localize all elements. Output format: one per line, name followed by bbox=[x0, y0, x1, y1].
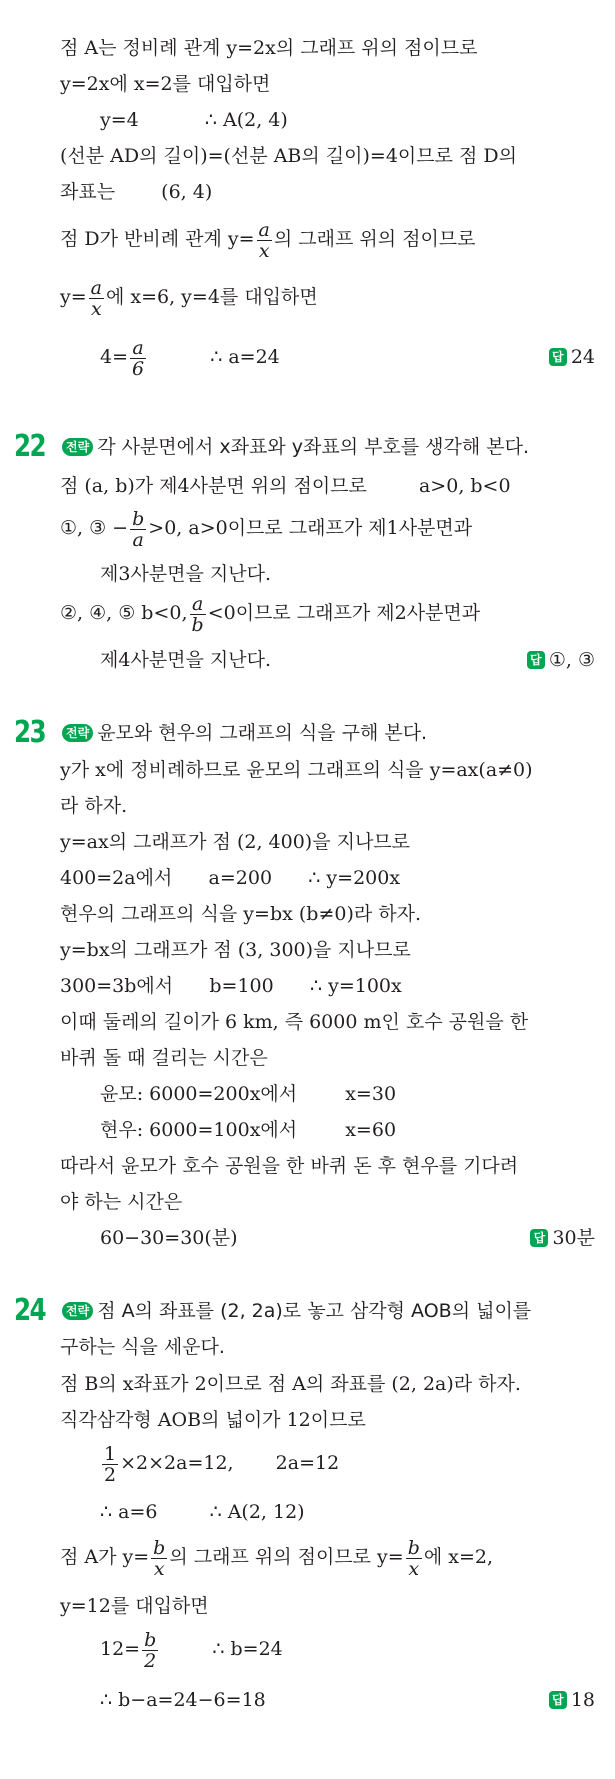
text-segment: y= bbox=[60, 286, 87, 308]
equation: x=30 bbox=[345, 1083, 397, 1105]
text-segment: 에 x=6, y=4를 대입하면 bbox=[105, 286, 318, 308]
equation: ∴ A(2, 4) bbox=[204, 109, 288, 131]
text-line: 제4사분면을 지난다. bbox=[100, 649, 271, 671]
strategy-badge: 전략 bbox=[62, 724, 93, 742]
equation: ×2×2a=12, bbox=[120, 1452, 234, 1474]
fraction: $\frac{b}{a}$ bbox=[132, 507, 145, 551]
equation: 2a=12 bbox=[275, 1452, 340, 1474]
text-segment: 의 그래프 위의 점이므로 bbox=[273, 228, 476, 250]
text-line bbox=[100, 334, 280, 380]
text-line: 현우의 그래프의 식을 y=bx (b≠0)라 하자. bbox=[60, 903, 422, 925]
text-line bbox=[100, 1116, 396, 1144]
text-line bbox=[60, 274, 318, 320]
text-line bbox=[60, 216, 476, 262]
fraction: $\frac{b}{x}$ bbox=[407, 1536, 420, 1580]
text-line: 점 A는 정비례 관계 y=2x의 그래프 위의 점이므로 bbox=[60, 37, 478, 59]
fraction: $\frac{b}{x}$ bbox=[153, 1536, 166, 1580]
text-line bbox=[60, 178, 212, 206]
strategy-line bbox=[62, 719, 427, 747]
answer-mark bbox=[549, 343, 595, 371]
text-segment: ②, ④, ⑤ b<0, bbox=[60, 602, 188, 624]
answer-icon: 답 bbox=[527, 651, 545, 669]
answer-value: 18 bbox=[570, 1689, 595, 1711]
text-line bbox=[60, 472, 511, 500]
fraction: $\frac{1}{2}$ bbox=[104, 1442, 117, 1486]
text-segment: 좌표는 bbox=[60, 181, 116, 203]
text-line: 따라서 윤모가 호수 공원을 한 바퀴 돈 후 현우를 기다려 bbox=[60, 1155, 519, 1177]
text-line: y=12를 대입하면 bbox=[60, 1595, 209, 1617]
fraction: $\frac{a}{x}$ bbox=[258, 218, 270, 262]
text-line: y=ax의 그래프가 점 (2, 400)을 지나므로 bbox=[60, 831, 411, 853]
fraction: $\frac{a}{6}$ bbox=[132, 336, 145, 380]
text-segment: ①, ③ − bbox=[60, 517, 129, 539]
text-line bbox=[100, 106, 288, 134]
text-segment: 윤모: 6000=200x에서 bbox=[100, 1083, 298, 1105]
text-line bbox=[100, 1626, 283, 1672]
equation: a>0, b<0 bbox=[418, 475, 511, 497]
equation: 4= bbox=[100, 346, 129, 368]
equation: ∴ a=6 bbox=[100, 1501, 158, 1523]
text-line: 바퀴 돌 때 걸리는 시간은 bbox=[60, 1047, 268, 1069]
text-line: 야 하는 시간은 bbox=[60, 1191, 183, 1213]
strategy-text: 점 A의 좌표를 (2, 2a)로 놓고 삼각형 AOB의 넓이를 bbox=[97, 1300, 532, 1322]
text-segment: >0, a>0이므로 그래프가 제1사분면과 bbox=[148, 517, 473, 539]
answer-icon: 답 bbox=[549, 348, 567, 366]
question-number: 23 bbox=[14, 715, 45, 750]
answer-value: 24 bbox=[570, 346, 595, 368]
answer-mark bbox=[549, 1686, 595, 1714]
equation: 12= bbox=[100, 1638, 141, 1660]
answer-icon: 답 bbox=[549, 1691, 567, 1709]
text-segment: 에 x=2, bbox=[423, 1546, 494, 1568]
text-line: 점 B의 x좌표가 2이므로 점 A의 좌표를 (2, 2a)라 하자. bbox=[60, 1373, 521, 1395]
strategy-badge: 전략 bbox=[62, 438, 93, 456]
text-line bbox=[60, 1534, 493, 1580]
text-line: (선분 AD의 길이)=(선분 AB의 길이)=4이므로 점 D의 bbox=[60, 145, 517, 167]
text-line bbox=[100, 1440, 339, 1486]
equation: ∴ A(2, 12) bbox=[209, 1501, 305, 1523]
text-line: 직각삼각형 AOB의 넓이가 12이므로 bbox=[60, 1409, 366, 1431]
fraction: $\frac{b}{2}$ bbox=[144, 1628, 157, 1672]
equation: x=60 bbox=[345, 1119, 397, 1141]
text-line bbox=[100, 1498, 305, 1526]
fraction: $\frac{a}{x}$ bbox=[90, 276, 102, 320]
question-number: 22 bbox=[14, 429, 45, 464]
text-line bbox=[60, 505, 472, 551]
text-segment: 점 D가 반비례 관계 y= bbox=[60, 228, 255, 250]
answer-value: ①, ③ bbox=[548, 649, 595, 671]
strategy-line bbox=[62, 1297, 531, 1325]
text-segment: 점 A가 y= bbox=[60, 1546, 150, 1568]
text-line: 400=2a에서 a=200 ∴ y=200x bbox=[60, 867, 401, 889]
text-line: ∴ b−a=24−6=18 bbox=[100, 1689, 266, 1711]
question-number: 24 bbox=[14, 1293, 45, 1328]
text-segment: 의 그래프 위의 점이므로 y= bbox=[169, 1546, 404, 1568]
equation: ∴ b=24 bbox=[212, 1638, 283, 1660]
strategy-badge: 전략 bbox=[62, 1302, 93, 1320]
text-line bbox=[60, 590, 480, 636]
text-segment: 점 (a, b)가 제4사분면 위의 점이므로 bbox=[60, 475, 367, 497]
text-line: 라 하자. bbox=[60, 795, 128, 817]
answer-mark bbox=[530, 1224, 595, 1252]
text-line: 제3사분면을 지난다. bbox=[100, 563, 271, 585]
text-line: y가 x에 정비례하므로 윤모의 그래프의 식을 y=ax(a≠0) bbox=[60, 759, 533, 781]
answer-mark bbox=[527, 646, 595, 674]
text-line: 이때 둘레의 길이가 6 km, 즉 6000 m인 호수 공원을 한 bbox=[60, 1011, 529, 1033]
fraction: $\frac{a}{b}$ bbox=[191, 592, 204, 636]
text-line: y=2x에 x=2를 대입하면 bbox=[60, 73, 271, 95]
text-segment: <0이므로 그래프가 제2사분면과 bbox=[207, 602, 481, 624]
equation: (6, 4) bbox=[161, 181, 213, 203]
equation: ∴ a=24 bbox=[210, 346, 280, 368]
text-line: 300=3b에서 b=100 ∴ y=100x bbox=[60, 975, 402, 997]
answer-icon: 답 bbox=[530, 1229, 548, 1247]
strategy-text: 윤모와 현우의 그래프의 식을 구해 본다. bbox=[97, 722, 428, 744]
text-segment: 현우: 6000=100x에서 bbox=[100, 1119, 298, 1141]
text-line bbox=[100, 1080, 396, 1108]
equation: y=4 bbox=[100, 109, 139, 131]
text-line: 60−30=30(분) bbox=[100, 1227, 238, 1249]
strategy-text: 각 사분면에서 x좌표와 y좌표의 부호를 생각해 본다. bbox=[97, 436, 530, 458]
strategy-line bbox=[62, 433, 529, 461]
answer-value: 30분 bbox=[552, 1227, 595, 1249]
strategy-line: 구하는 식을 세운다. bbox=[60, 1336, 225, 1358]
text-line: y=bx의 그래프가 점 (3, 300)을 지나므로 bbox=[60, 939, 411, 961]
